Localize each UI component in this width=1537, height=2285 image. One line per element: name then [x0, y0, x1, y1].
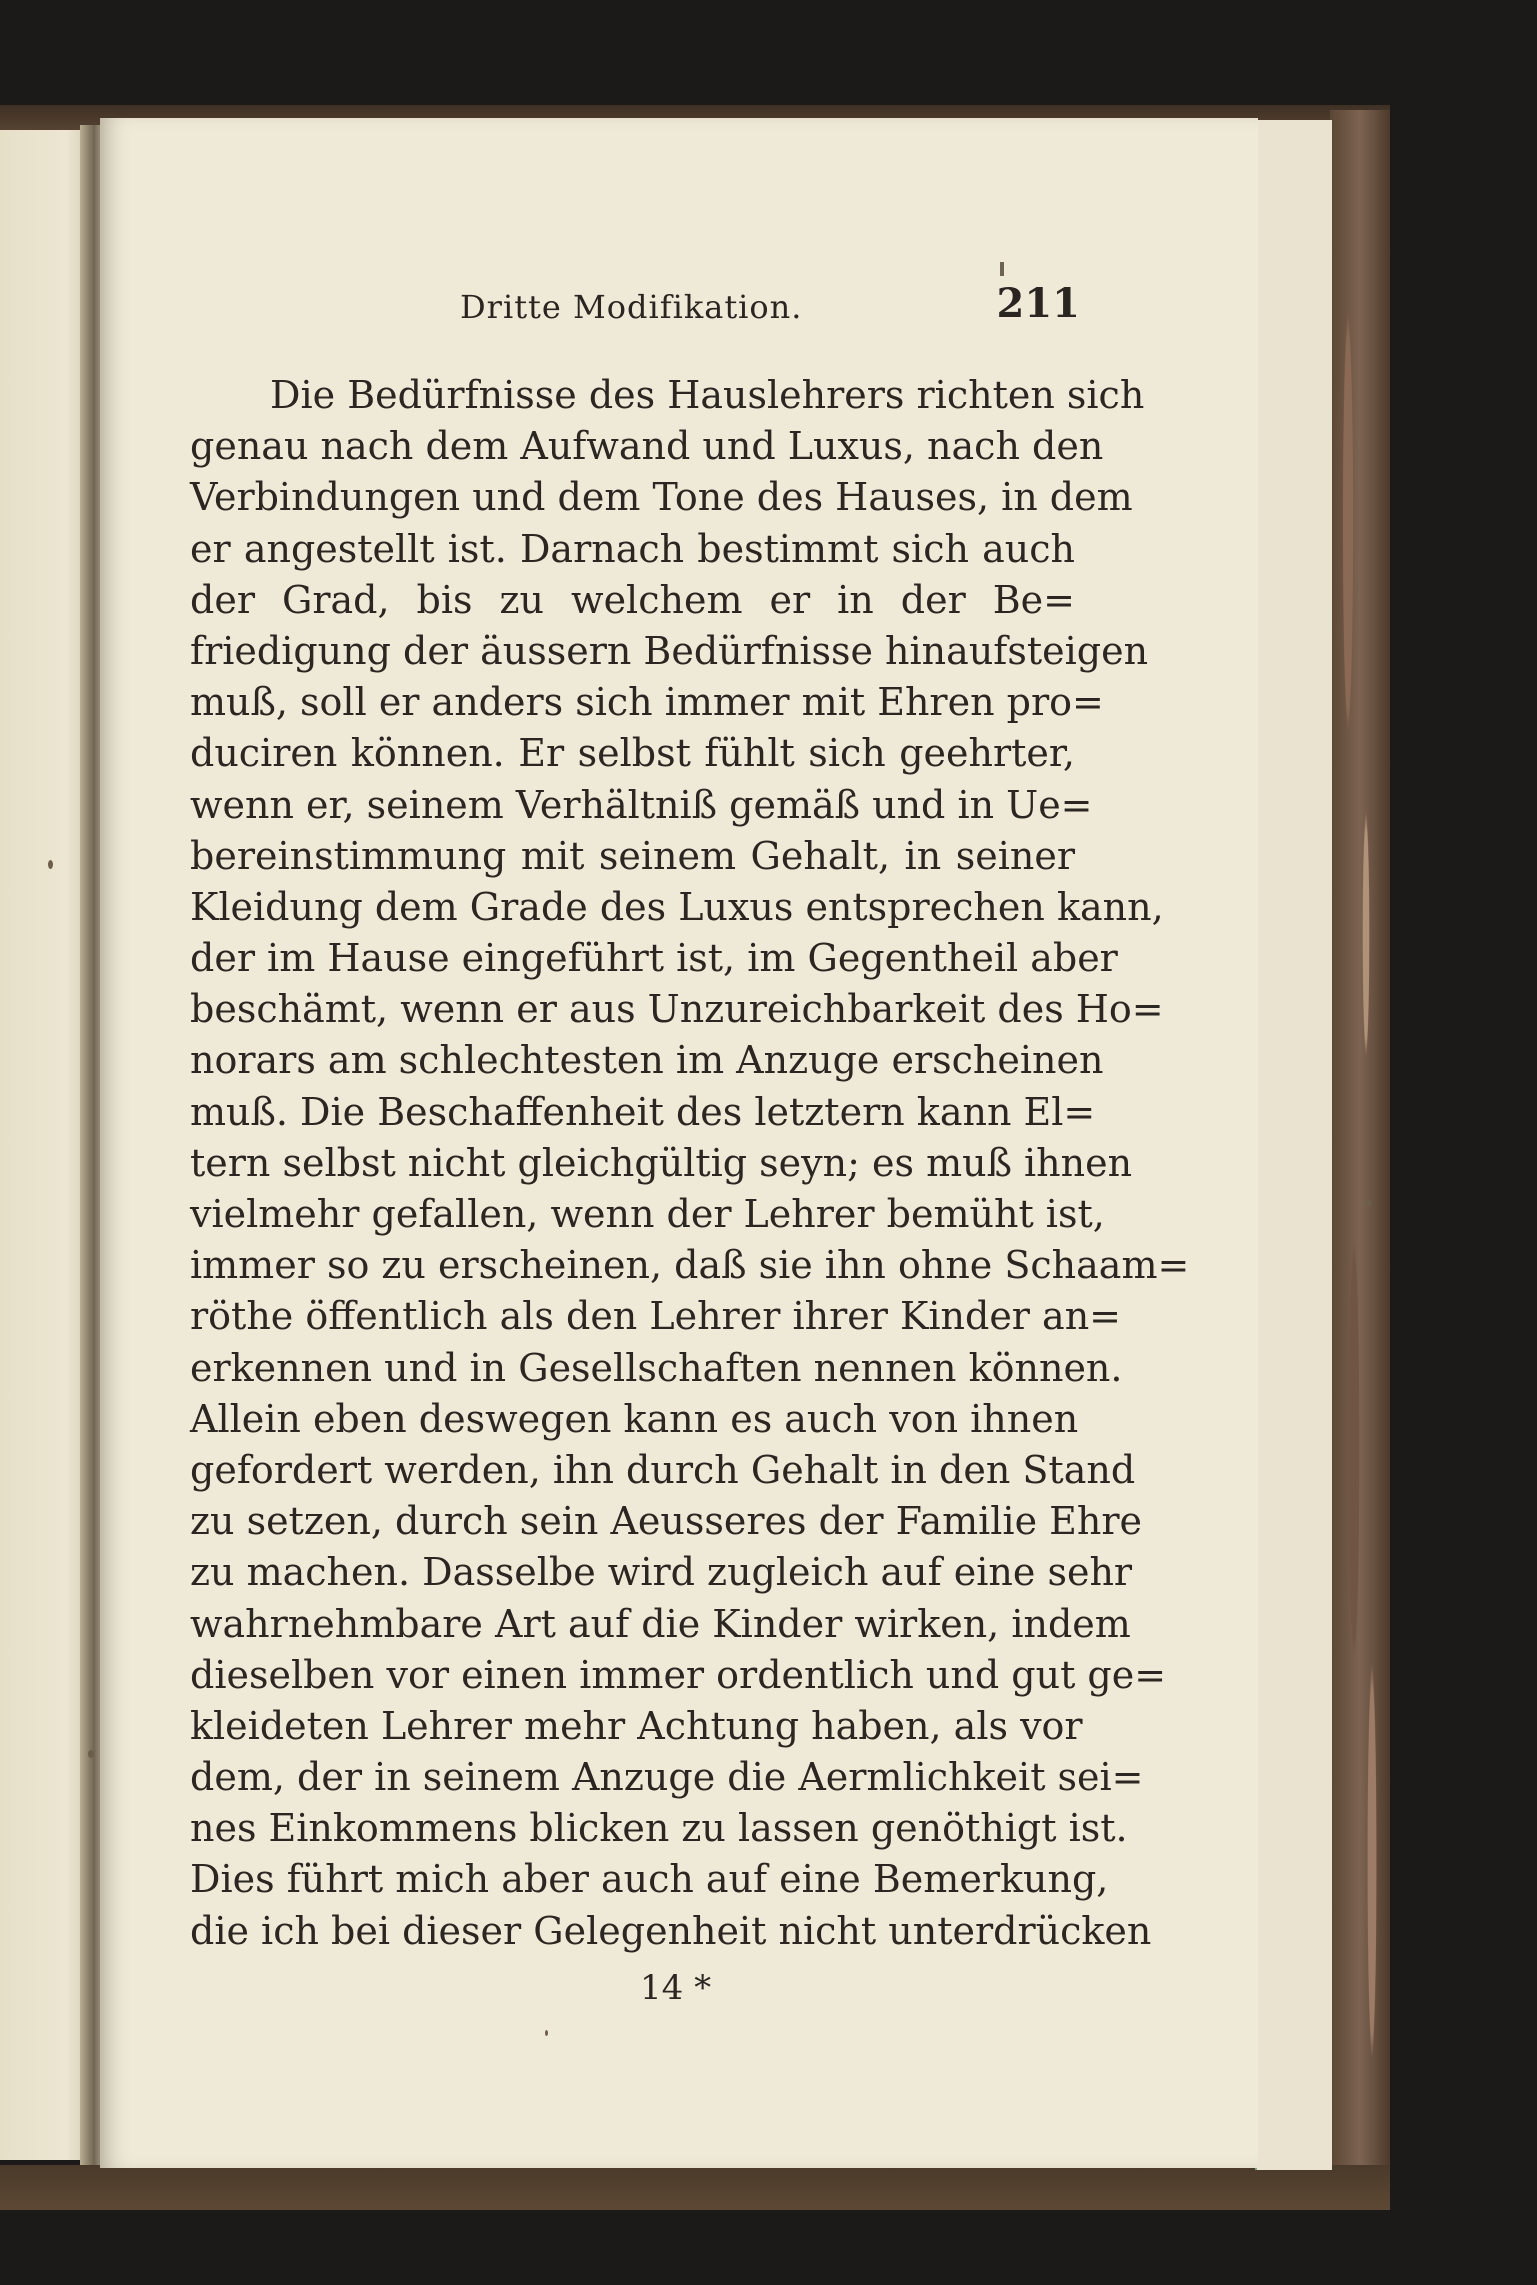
text-line: Verbindungen und dem Tone des Hauses, in dem	[190, 475, 1133, 520]
text-line: röthe öffentlich als den Lehrer ihrer Kinder an=	[190, 1294, 1122, 1339]
book-cover-bottom	[0, 2165, 1390, 2210]
page-stack-edge	[1255, 120, 1279, 2170]
text-line: dem, der in seinem Anzuge die Aermlichkeit sei=	[190, 1755, 1144, 1800]
text-line: tern selbst nicht gleichgültig seyn; es muß ihnen	[190, 1140, 1133, 1185]
text-line: Dies führt mich aber auch auf eine Bemerkung,	[190, 1857, 1109, 1902]
page-number: 211	[996, 280, 1080, 327]
text-line: Kleidung dem Grade des Luxus entsprechen kann,	[190, 884, 1164, 929]
text-line: nes Einkommens blicken zu lassen genöthigt ist.	[190, 1806, 1128, 1851]
running-head-title: Dritte Modifikation.	[460, 288, 803, 326]
text-line: muß, soll er anders sich immer mit Ehren pro=	[190, 680, 1104, 725]
page-mark	[1000, 262, 1004, 276]
text-line: friedigung der äussern Bedürfnisse hinaufsteigen	[190, 628, 1149, 673]
marbled-cover-edge	[1330, 110, 1390, 2170]
text-line: vielmehr gefallen, wenn der Lehrer bemüht ist,	[190, 1192, 1105, 1236]
text-line: dieselben vor einen immer ordentlich und gut ge=	[190, 1652, 1167, 1697]
text-line: erkennen und in Gesellschaften nennen können.	[190, 1345, 1123, 1390]
page-stack-edge	[1300, 120, 1332, 2170]
body-text	[190, 370, 1190, 1957]
text-line: bereinstimmung mit seinem Gehalt, in seiner	[190, 833, 1075, 878]
text-line: beschämt, wenn er aus Unzureichbarkeit des Ho=	[190, 987, 1164, 1032]
text-line: muß. Die Beschaffenheit des letztern kann El=	[190, 1089, 1096, 1134]
text-line: Allein eben deswegen kann es auch von ihnen	[190, 1396, 1079, 1441]
text-line: zu machen. Dasselbe wird zugleich auf eine sehr	[190, 1550, 1133, 1595]
text-line: er angestellt ist. Darnach bestimmt sich auch	[190, 526, 1075, 571]
text-line: der Grad, bis zu welchem er in der Be=	[190, 577, 1075, 622]
text-line: gefordert werden, ihn durch Gehalt in den Stand	[190, 1447, 1136, 1492]
text-line: wenn er, seinem Verhältniß gemäß und in Ue=	[190, 782, 1093, 827]
signature-mark: 14 *	[640, 1968, 712, 2008]
text-line: norars am schlechtesten im Anzuge erscheinen	[190, 1038, 1104, 1083]
text-line: zu setzen, durch sein Aeusseres der Familie Ehre	[190, 1499, 1143, 1544]
text-line: die ich bei dieser Gelegenheit nicht unterdrücken	[190, 1908, 1152, 1953]
text-line: der im Hause eingeführt ist, im Gegentheil aber	[190, 936, 1118, 981]
page-stack-edge	[1275, 120, 1302, 2170]
text-line: wahrnehmbare Art auf die Kinder wirken, indem	[190, 1601, 1131, 1646]
text-line: duciren können. Er selbst fühlt sich geehrter,	[190, 731, 1075, 776]
text-line: Die Bedürfnisse des Hauslehrers richten sich	[270, 373, 1145, 417]
text-line: genau nach dem Aufwand und Luxus, nach den	[190, 424, 1104, 469]
text-line: kleideten Lehrer mehr Achtung haben, als vor	[190, 1703, 1083, 1748]
text-line: immer so zu erscheinen, daß sie ihn ohne Schaam=	[190, 1243, 1190, 1288]
